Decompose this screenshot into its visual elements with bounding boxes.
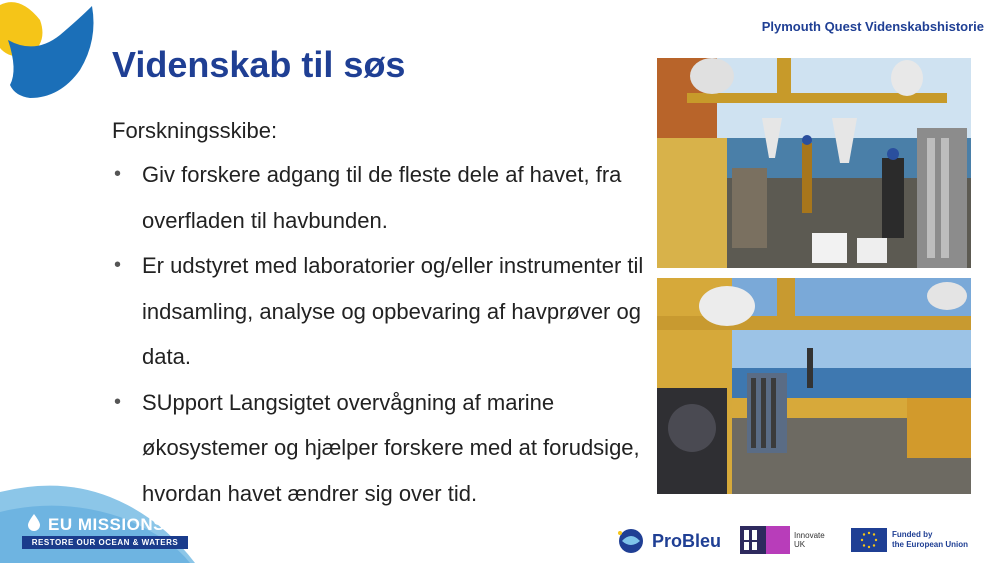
innovate-uk-label: Innovate UK — [794, 531, 825, 549]
innovate-uk-logo — [740, 526, 825, 554]
research-vessel-stern-deck-photo — [657, 278, 971, 494]
bullet-text: Giv forskere adgang til de fleste dele af havet, fra overfladen til havbunden. — [142, 162, 622, 233]
eu-missions-drop-icon — [24, 512, 44, 532]
bullet-icon: • — [114, 390, 122, 413]
probleu-label: ProBleu — [652, 530, 722, 551]
probleu-icon — [616, 527, 646, 555]
bullet-icon: • — [114, 254, 122, 276]
plymouth-quest-logo — [0, 0, 100, 100]
page-title: Videnskab til søs — [112, 44, 406, 85]
research-vessel-deck-crew-photo — [657, 58, 971, 268]
content-body — [112, 116, 652, 516]
eu-missions-sub-label: RESTORE OUR OCEAN & WATERS — [22, 536, 188, 549]
eu-funding-logo — [851, 528, 968, 552]
bullet-icon: • — [114, 163, 122, 185]
series-tag: Plymouth Quest Videnskabshistorie — [761, 19, 984, 34]
intro-text: Forskningsskibe: — [112, 118, 278, 143]
eu-flag-icon — [851, 528, 887, 552]
bullet-item — [112, 243, 652, 380]
bullet-list — [112, 152, 652, 516]
bullet-item — [112, 152, 652, 243]
bullet-text: SUpport Langsigtet overvågning af marine økosystemer og hjælper forskere med at forudsige, hvordan havet ændrer sig over tid. — [142, 389, 640, 506]
bullet-text: Er udstyret med laboratorier og/eller instrumenter til indsamling, analyse og opbevaring af havprøver og data. — [142, 253, 644, 369]
eu-missions-label: EU MISSIONS — [48, 515, 165, 534]
probleu-logo — [616, 527, 721, 555]
ukri-icon — [740, 526, 790, 554]
eu-funding-label: Funded by the European Union — [892, 530, 968, 549]
